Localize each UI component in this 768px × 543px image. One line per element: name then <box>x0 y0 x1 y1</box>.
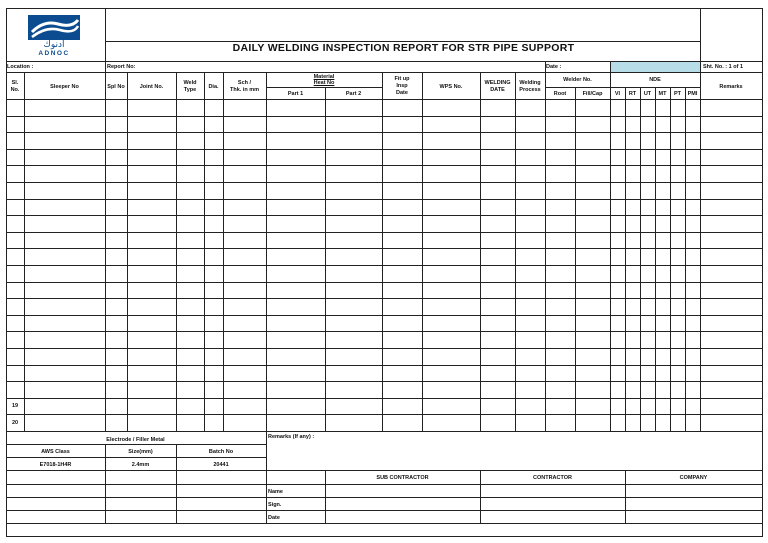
col-dia: Dia. <box>208 84 219 90</box>
grid-line-v <box>515 72 516 432</box>
grid-line-h <box>6 536 763 537</box>
grid-line-v <box>176 72 177 432</box>
col-spl-no: Spl No <box>107 84 125 90</box>
adnoc-logo-icon <box>22 14 86 41</box>
col-nde-rt: RT <box>628 91 637 97</box>
col-nde-vi: VI <box>614 91 621 97</box>
col-sleeper-no: Sleeper No <box>50 84 79 90</box>
grid-line-h <box>6 199 763 200</box>
col-nde: NDE <box>649 77 661 83</box>
batch-no-label: Batch No <box>208 449 234 455</box>
aws-class-label: AWS Class <box>41 449 70 455</box>
grid-line-h <box>6 497 763 498</box>
col-fill-cap: Fill/Cap <box>582 91 603 97</box>
grid-line-h <box>6 149 763 150</box>
grid-line-h <box>6 72 763 73</box>
col-weld-type-line2: Type <box>183 87 197 93</box>
date-label: Date : <box>546 64 562 70</box>
adnoc-logo <box>22 14 86 56</box>
col-sch-line2: Thk. in mm <box>229 87 260 93</box>
name-label: Name <box>268 489 283 495</box>
row-number-19: 19 <box>11 403 19 409</box>
col-sl-no-line2: No. <box>10 87 20 93</box>
col-nde-ut: UT <box>643 91 652 97</box>
grid-line-h <box>6 132 763 133</box>
grid-line-h <box>266 87 383 88</box>
row-number-20: 20 <box>11 420 19 426</box>
size-value: 2.4mm <box>131 462 150 468</box>
grid-line-h <box>6 523 763 524</box>
col-remarks: Remarks <box>719 84 743 90</box>
col-nde-mt: MT <box>658 91 667 97</box>
grid-line-v <box>105 72 106 432</box>
col-material-line2: Heat No <box>313 80 335 86</box>
col-nde-pt: PT <box>673 91 682 97</box>
sign-label: Sign. <box>268 502 282 508</box>
col-material-line1: Material <box>313 74 335 80</box>
col-welding-date-line2: DATE <box>490 87 505 93</box>
col-fitup-line1: Fit up <box>394 76 410 82</box>
report-title: DAILY WELDING INSPECTION REPORT FOR STR PIPE SUPPORT <box>232 42 575 54</box>
grid-line-h <box>6 165 763 166</box>
grid-line-v <box>127 72 128 432</box>
aws-class-value: E7018-1H4R <box>39 462 72 468</box>
col-fitup-line3: Date <box>396 90 408 96</box>
grid-line-h <box>6 265 763 266</box>
col-fitup-line2: Insp <box>396 83 408 89</box>
grid-line-h <box>6 381 763 382</box>
grid-line-v <box>223 72 224 432</box>
grid-line-h <box>6 444 267 445</box>
grid-line-h <box>6 365 763 366</box>
grid-line-h <box>6 248 763 249</box>
grid-line-h <box>6 510 763 511</box>
grid-line-v <box>700 72 701 432</box>
grid-line-v <box>545 72 546 432</box>
batch-no-value: 20441 <box>213 462 229 468</box>
grid-line-h <box>6 398 763 399</box>
company-label: COMPANY <box>679 475 708 481</box>
grid-line-h <box>6 116 763 117</box>
grid-line-v <box>266 72 267 432</box>
col-welding-date-line1: WELDING <box>484 80 511 86</box>
grid-line-v <box>24 72 25 432</box>
grid-line-h <box>6 484 763 485</box>
grid-line-h <box>6 414 763 415</box>
col-nde-pmi: PMI <box>687 91 698 97</box>
grid-line-v <box>610 72 611 432</box>
grid-line-h <box>6 8 763 9</box>
remarks-if-any-label: Remarks (If any) : <box>268 434 315 440</box>
sheet-no-label: Sht. No. : 1 of 1 <box>703 64 744 70</box>
grid-line-h <box>6 182 763 183</box>
signoff-date-label: Date <box>268 515 280 521</box>
date-field-fill <box>610 62 700 72</box>
grid-line-v <box>382 72 383 432</box>
grid-line-v <box>204 72 205 432</box>
col-part1: Part 1 <box>287 91 304 97</box>
grid-line-h <box>6 61 763 62</box>
grid-line-h <box>6 331 763 332</box>
sub-contractor-label: SUB CONTRACTOR <box>376 475 429 481</box>
contractor-label: CONTRACTOR <box>532 475 572 481</box>
location-label: Location : <box>7 64 34 70</box>
col-welding-process-line1: Welding <box>519 80 541 86</box>
col-welder-no: Welder No. <box>563 77 592 83</box>
col-part2: Part 2 <box>345 91 362 97</box>
grid-line-v <box>422 72 423 432</box>
col-weld-type-line1: Weld <box>183 80 197 86</box>
grid-line-v <box>762 8 763 537</box>
col-sl-no-line1: Sl. <box>11 80 19 86</box>
grid-line-h <box>6 99 763 100</box>
grid-line-h <box>6 431 763 432</box>
grid-line-h <box>6 470 763 471</box>
col-joint-no: Joint No. <box>139 84 164 90</box>
logo-arabic-text: أدنوك <box>43 40 65 50</box>
grid-line-h <box>6 232 763 233</box>
grid-line-h <box>545 87 701 88</box>
col-root: Root <box>553 91 567 97</box>
grid-line-h <box>6 457 267 458</box>
grid-line-h <box>6 315 763 316</box>
grid-line-h <box>6 348 763 349</box>
col-welding-process-line2: Process <box>519 87 541 93</box>
col-wps-no: WPS No. <box>439 84 463 90</box>
col-sch-line1: Sch / <box>237 80 252 86</box>
grid-line-v <box>480 72 481 432</box>
grid-line-h <box>6 298 763 299</box>
grid-line-h <box>6 215 763 216</box>
electrode-heading: Electrode / Filler Metal <box>106 437 165 443</box>
logo-name-text: ADNOC <box>38 50 70 57</box>
size-label: Size(mm) <box>128 449 153 455</box>
report-no-label: Report No: <box>107 64 136 70</box>
grid-line-h <box>6 282 763 283</box>
